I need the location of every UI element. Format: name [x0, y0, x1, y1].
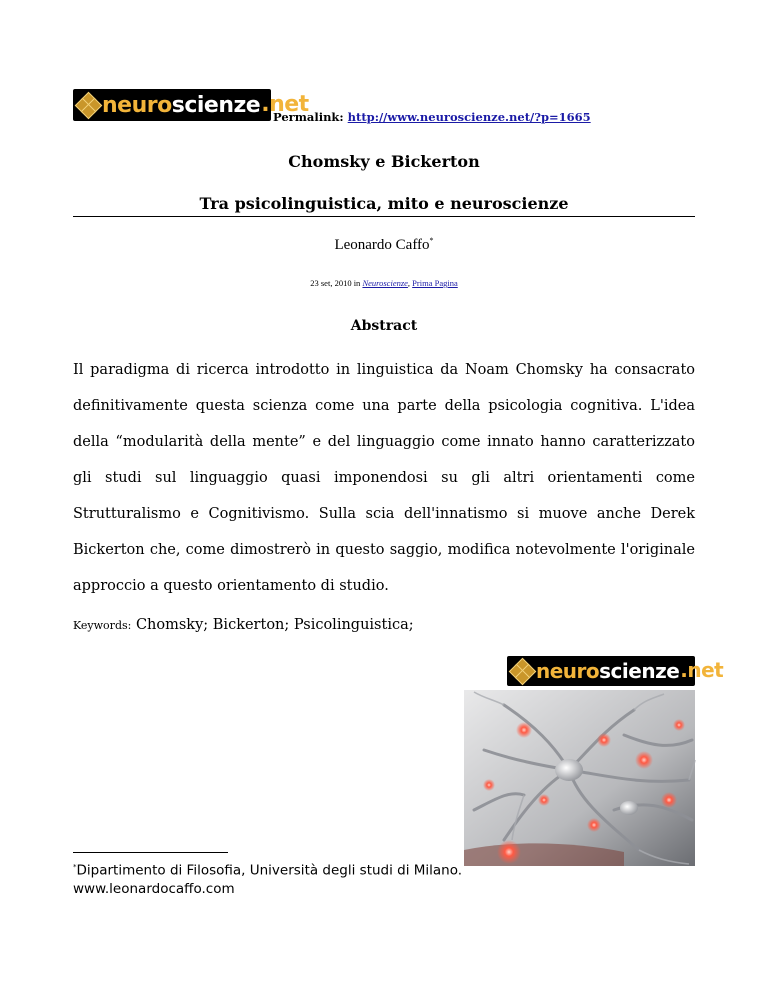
footnote-divider — [73, 852, 228, 853]
author-line — [0, 236, 768, 254]
footnote — [73, 858, 462, 898]
post-date: 23 set, 2010 in — [310, 278, 361, 288]
footnote-mark: * — [73, 863, 77, 871]
neuron-illustration — [464, 690, 695, 866]
permalink-link[interactable]: http://www.neuroscienze.net/?p=1665 — [347, 110, 591, 124]
title-divider — [73, 216, 695, 217]
logo-text-net: .net — [261, 92, 309, 117]
logo-text-neuro: neuro — [536, 659, 600, 683]
dateline: 23 set, 2010 in Neuroscienze, Prima Pagina — [310, 278, 458, 288]
keywords-value: Chomsky; Bickerton; Psicolinguistica; — [131, 617, 414, 633]
keywords-line — [73, 614, 414, 633]
logo-text-net: .net — [680, 658, 724, 682]
document-subtitle: Tra psicolinguistica, mito e neuroscienze — [199, 194, 569, 213]
permalink-label: Permalink: — [273, 110, 344, 124]
diamond-logo-icon — [511, 660, 533, 682]
keywords-label: Keywords: — [73, 619, 132, 632]
logo-text-neuro: neuro — [102, 92, 172, 118]
logo-text-scienze: scienze — [599, 659, 680, 683]
diamond-logo-icon — [77, 94, 99, 116]
document-title: Chomsky e Bickerton — [288, 152, 480, 171]
logo-text-scienze: scienze — [171, 92, 261, 118]
permalink — [273, 110, 591, 124]
neuroscienze-logo-secondary — [507, 656, 724, 686]
author-name: Leonardo Caffo — [334, 237, 430, 253]
abstract-body: Il paradigma di ricerca introdotto in linguistica da Noam Chomsky ha consacrato definitivamente questa scienza come una parte della psicologia cognitiva. L'idea della “modularità della mente” e del linguaggio come innato hanno caratterizzato gli studi sul linguaggio quasi imponendosi su gli altri orientamenti come Strutturalismo e Cognitivismo. Sulla scia dell'innatismo si muove anche Derek Bickerton che, come dimostrerò in questo saggio, modifica notevolmente l'originale approccio a questo orientamento di studio. — [73, 362, 695, 594]
neuroscienze-logo — [73, 89, 309, 121]
footnote-affiliation: Dipartimento di Filosofia, Università degli studi di Milano. — [76, 862, 463, 879]
footnote-website: www.leonardocaffo.com — [73, 880, 235, 897]
abstract-heading: Abstract — [350, 318, 418, 334]
category-link-prima-pagina[interactable]: Prima Pagina — [412, 278, 458, 288]
author-footnote-mark: * — [429, 236, 434, 245]
category-link-neuroscienze[interactable]: Neuroscienze — [362, 278, 408, 288]
